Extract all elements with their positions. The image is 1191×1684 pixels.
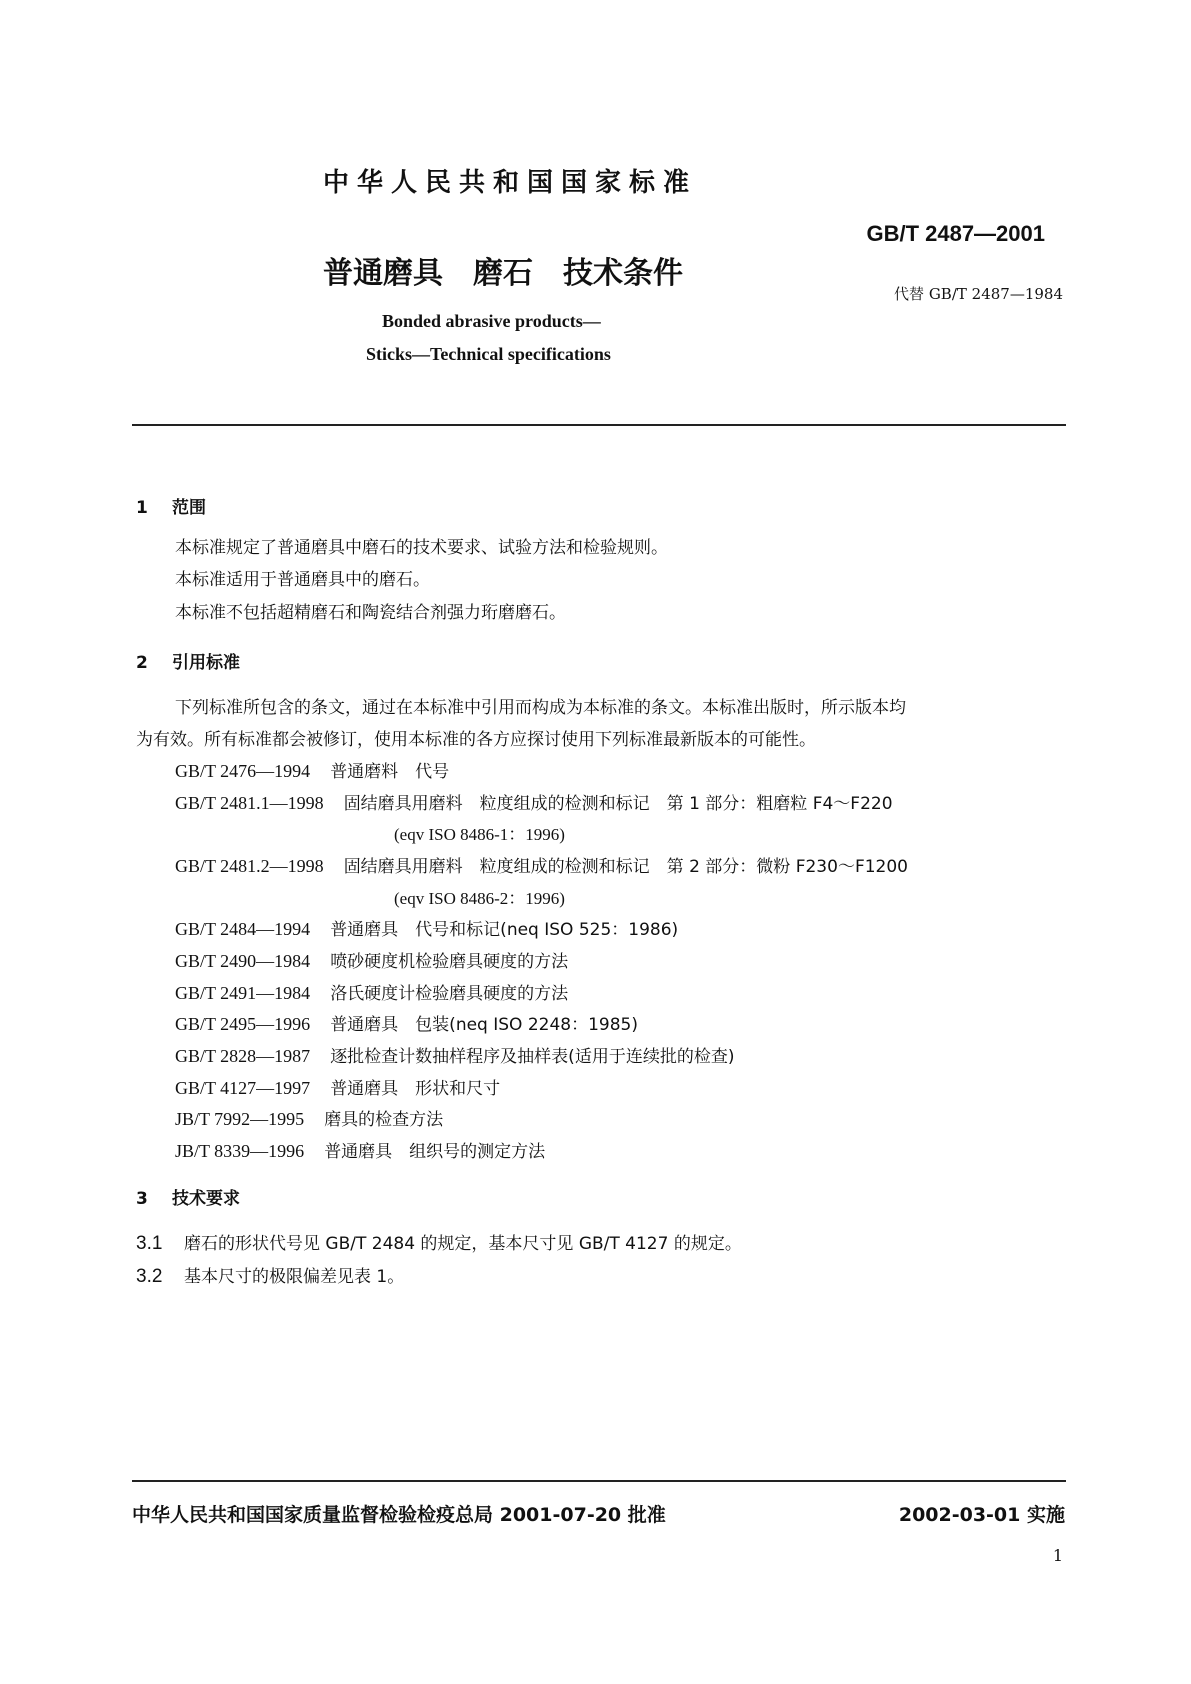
section-title: 范围 [172,498,206,518]
reference-item [175,1137,545,1162]
reference-item [175,915,678,940]
implementation-date: 2002-03-01 实施 [898,1504,1065,1526]
reference-item [175,757,449,782]
reference-title: 洛氏硬度计检验磨具硬度的方法 [330,984,569,1004]
section-title: 技术要求 [172,1189,240,1209]
reference-code: GB/T 2484—1994 [175,919,311,939]
reference-continuation: (eqv ISO 8486-1：1996) [394,825,565,844]
reference-item [175,1010,638,1035]
header-divider [132,424,1066,426]
section-number: 3 [136,1189,148,1209]
clause-3-1 [136,1229,742,1255]
reference-title: 固结磨具用磨料 粒度组成的检测和标记 第 2 部分：微粉 F230～F1200 [343,857,908,877]
reference-continuation: (eqv ISO 8486-2：1996) [394,889,565,908]
clause-number: 3.1 [136,1233,163,1254]
reference-title: 普通磨具 形状和尺寸 [330,1079,501,1099]
standard-number: GB/T 2487—2001 [866,221,1045,246]
reference-item [175,852,908,877]
section-1-heading [136,493,206,518]
reference-code: GB/T 2481.1—1998 [175,793,324,813]
scope-paragraph: 本标准规定了普通磨具中磨石的技术要求、试验方法和检验规则。 [175,538,668,558]
reference-title: 逐批检查计数抽样程序及抽样表(适用于连续批的检查) [330,1047,735,1067]
reference-item [175,789,893,814]
replaces-standard: 代替 GB/T 2487—1984 [894,285,1063,303]
document-title-en-line2: Sticks—Technical specifications [366,344,611,364]
reference-code: JB/T 8339—1996 [175,1141,305,1161]
reference-item [175,979,568,1004]
document-title-cn: 普通磨具 磨石 技术条件 [323,256,683,291]
national-standard-heading: 中华人民共和国国家标准 [323,168,698,198]
scope-paragraph: 本标准适用于普通磨具中的磨石。 [175,570,430,590]
clause-number: 3.2 [136,1266,163,1287]
reference-title: 磨具的检查方法 [324,1110,444,1130]
reference-code: GB/T 2828—1987 [175,1046,311,1066]
reference-code: JB/T 7992—1995 [175,1109,305,1129]
clause-text: 基本尺寸的极限偏差见表 1。 [184,1267,405,1287]
reference-title: 喷砂硬度机检验磨具硬度的方法 [330,952,569,972]
reference-item [175,1074,500,1099]
footer-divider [132,1480,1066,1482]
reference-code: GB/T 2490—1984 [175,951,311,971]
section-3-heading [136,1184,240,1209]
reference-title: 普通磨具 组织号的测定方法 [324,1142,546,1162]
document-title-en-line1: Bonded abrasive products— [382,311,601,331]
clause-text: 磨石的形状代号见 GB/T 2484 的规定，基本尺寸见 GB/T 4127 的规定。 [184,1234,742,1254]
section-number: 1 [136,498,148,518]
reference-code: GB/T 2476—1994 [175,761,311,781]
references-intro-line1: 下列标准所包含的条文，通过在本标准中引用而构成为本标准的条文。本标准出版时，所示版本均 [175,698,906,718]
reference-code: GB/T 2495—1996 [175,1014,311,1034]
reference-item [175,1105,443,1130]
section-2-heading [136,648,240,673]
scope-paragraph: 本标准不包括超精磨石和陶瓷结合剂强力珩磨磨石。 [175,603,566,623]
reference-item [175,947,568,972]
approval-statement: 中华人民共和国国家质量监督检验检疫总局 2001-07-20 批准 [132,1504,666,1526]
reference-code: GB/T 4127—1997 [175,1078,311,1098]
section-title: 引用标准 [172,653,240,673]
reference-title: 普通磨具 包装(neq ISO 2248：1985) [330,1015,638,1035]
reference-title: 普通磨料 代号 [330,762,450,782]
reference-code: GB/T 2491—1984 [175,983,311,1003]
reference-title: 固结磨具用磨料 粒度组成的检测和标记 第 1 部分：粗磨粒 F4～F220 [343,794,893,814]
reference-title: 普通磨具 代号和标记(neq ISO 525：1986) [330,920,679,940]
reference-item [175,1042,734,1067]
references-intro-line2: 为有效。所有标准都会被修订，使用本标准的各方应探讨使用下列标准最新版本的可能性。 [136,730,816,750]
clause-3-2 [136,1262,404,1288]
section-number: 2 [136,653,148,673]
page-number: 1 [1052,1546,1063,1565]
reference-code: GB/T 2481.2—1998 [175,856,324,876]
